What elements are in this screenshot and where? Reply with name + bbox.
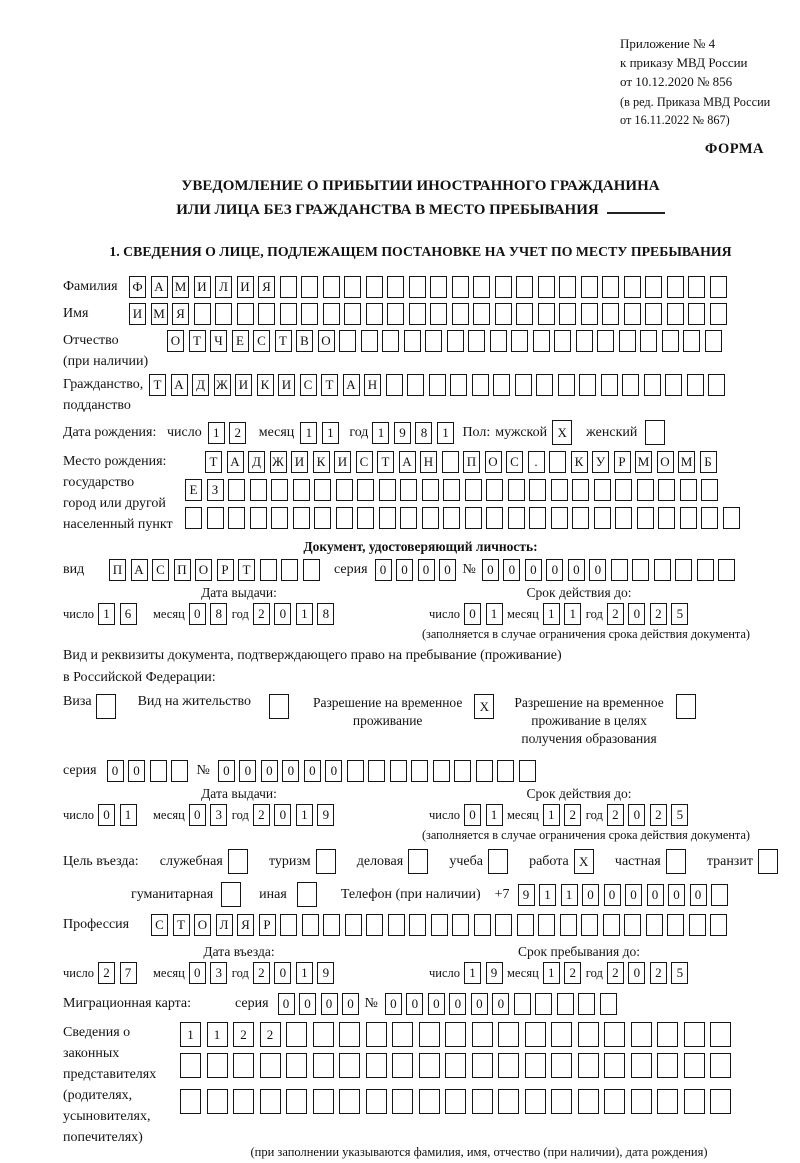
identity-doc-heading: Документ, удостоверяющий личность: (303, 539, 538, 554)
visa-label: Виза (63, 694, 92, 709)
series-label: серия (235, 996, 269, 1011)
residence-issue-day[interactable]: 0 1 (98, 804, 141, 826)
day-label: число (429, 807, 461, 822)
section1-heading: 1. СВЕДЕНИЯ О ЛИЦЕ, ПОДЛЕЖАЩЕМ ПОСТАНОВКЕ НА УЧЕТ ПО МЕСТУ ПРЕБЫВАНИЯ (109, 244, 732, 259)
year-label: год (585, 807, 603, 822)
purpose-work-checkbox[interactable]: X (574, 849, 594, 874)
annex-edit-line: (в ред. Приказа МВД России (620, 95, 771, 109)
doc-expiry-year[interactable]: 2 0 2 5 (607, 603, 693, 625)
annex-edit-line: от 16.11.2022 № 867) (620, 112, 730, 127)
citizenship-sublabel: подданство (63, 398, 131, 413)
doc-issue-month[interactable]: 0 8 (189, 603, 232, 625)
birth-place-cells-row1[interactable]: Т А Д Ж И К И С Т А Н П О С . К У Р М О М Б (205, 451, 721, 473)
year-label: год (231, 807, 249, 822)
purpose-private-checkbox[interactable] (666, 849, 686, 874)
temp-residence-label: Разрешение на временное проживание (312, 695, 463, 728)
expiry-date-heading: Срок действия до: (526, 585, 632, 600)
purpose-row2 (63, 882, 778, 907)
day-label: число (63, 965, 95, 980)
doc-expiry-month[interactable]: 1 1 (543, 603, 586, 625)
citizenship-label: Гражданство, (63, 377, 144, 392)
given-name-row (63, 303, 778, 325)
birth-date-row (63, 420, 778, 445)
residence-issue-year[interactable]: 2 0 1 9 (253, 804, 339, 826)
number-label: № (196, 763, 210, 778)
purpose-other-label: иная (259, 886, 287, 902)
patronymic-row (63, 330, 778, 372)
birth-day-cells[interactable]: 1 2 (208, 422, 251, 444)
residence-doc-intro2: в Российской Федерации: (63, 670, 216, 685)
sex-male-label: мужской (495, 424, 548, 440)
sex-female-checkbox[interactable] (645, 420, 665, 445)
identity-doc-dates (63, 585, 778, 625)
day-label: число (429, 965, 461, 980)
series-label: серия (63, 763, 97, 778)
year-label: год (231, 965, 249, 980)
profession-label: Профессия (63, 917, 130, 932)
sex-label: Пол: (462, 424, 491, 440)
year-label: год (585, 965, 603, 980)
temp-residence-checkbox[interactable]: X (474, 694, 494, 719)
annex-line: к приказу МВД России (620, 55, 748, 70)
number-label: № (364, 996, 378, 1011)
purpose-option-label: транзит (706, 853, 753, 869)
representatives-label-line: законных (63, 1046, 120, 1061)
stay-month[interactable]: 1 2 (543, 962, 586, 984)
identity-doc-row (63, 559, 778, 581)
month-label: месяц (153, 807, 185, 822)
doc-issue-year[interactable]: 2 0 1 8 (253, 603, 339, 625)
representatives-label-line: Сведения о (63, 1025, 131, 1040)
residence-doc-dates (63, 786, 778, 826)
month-label: месяц (258, 424, 295, 440)
form-title (63, 174, 778, 222)
surname-label: Фамилия (63, 279, 118, 294)
annex-line: Приложение № 4 (620, 36, 716, 51)
birth-place-cells-row3[interactable] (185, 507, 744, 529)
birth-place-label: Место рождения: (63, 454, 167, 469)
phone-cells[interactable]: 9 1 1 0 0 0 0 0 0 (518, 884, 733, 906)
entry-date-heading: Дата въезда: (203, 944, 275, 959)
annex-line: от 10.12.2020 № 856 (620, 74, 733, 89)
visa-checkbox[interactable] (96, 694, 116, 719)
migration-card-row (63, 993, 778, 1015)
entry-dates (63, 944, 778, 984)
sex-female-label: женский (586, 424, 638, 440)
purpose-option-label: частная (614, 853, 661, 869)
purpose-option-label: работа (529, 853, 569, 869)
residence-number-cells[interactable]: 0 0 0 0 0 0 (218, 760, 541, 782)
residence-permit-checkbox[interactable] (269, 694, 289, 719)
purpose-option-label: деловая (356, 853, 404, 869)
purpose-option-label: туризм (268, 853, 311, 869)
profession-cells[interactable]: С Т О Л Я Р (151, 914, 732, 936)
given-name-cells[interactable]: И М Я (129, 303, 731, 325)
month-label: месяц (507, 965, 539, 980)
residence-series-cells[interactable]: 0 0 (107, 760, 193, 782)
issue-date-heading: Дата выдачи: (201, 585, 277, 600)
representatives-label-line: (родителях, (63, 1088, 133, 1103)
phone-prefix: +7 (494, 886, 510, 902)
temp-residence-edu-label: Разрешение на временное проживание в целях получения образования (514, 695, 664, 746)
residence-doc-intro1: Вид и реквизиты документа, подтверждающего право на пребывание (проживание) (63, 648, 562, 663)
birth-place-city-label1: город или другой (63, 496, 166, 511)
purpose-transit-checkbox[interactable] (758, 849, 778, 874)
entry-year[interactable]: 2 0 1 9 (253, 962, 339, 984)
month-label: месяц (153, 606, 185, 621)
residence-permit-label: Вид на жительство (137, 694, 251, 709)
residence-issue-month[interactable]: 0 3 (189, 804, 232, 826)
year-label: год (349, 424, 369, 440)
birth-place-city-label2: населенный пункт (63, 517, 173, 532)
annex-reference (620, 34, 800, 129)
migration-number-cells[interactable]: 0 0 0 0 0 0 (385, 993, 622, 1015)
doc-expiry-day[interactable]: 0 1 (464, 603, 507, 625)
representatives-label-line: представителях (63, 1067, 157, 1082)
patronymic-label: Отчество (63, 333, 119, 348)
entry-month[interactable]: 0 3 (189, 962, 232, 984)
stay-year[interactable]: 2 0 2 5 (607, 962, 693, 984)
residence-doc-series-row (63, 760, 778, 782)
stay-until-heading: Срок пребывания до: (518, 944, 640, 959)
citizenship-row (63, 374, 778, 416)
day-label: число (63, 606, 95, 621)
surname-row (63, 276, 778, 298)
temp-residence-edu-checkbox[interactable] (676, 694, 696, 719)
sex-male-checkbox[interactable]: X (552, 420, 572, 445)
representatives-label-line: усыновителях, (63, 1109, 151, 1124)
day-label: число (429, 606, 461, 621)
birth-place-cells-row2[interactable]: Е З (185, 479, 723, 501)
representatives-cells-row2[interactable] (180, 1053, 737, 1078)
birth-year-cells[interactable]: 1 9 8 1 (372, 422, 458, 444)
patronymic-sublabel: (при наличии) (63, 354, 149, 369)
purpose-tourism-checkbox[interactable] (316, 849, 336, 874)
migration-card-label: Миграционная карта: (63, 996, 192, 1011)
stay-day[interactable]: 1 9 (464, 962, 507, 984)
entry-day[interactable]: 2 7 (98, 962, 141, 984)
month-label: месяц (153, 965, 185, 980)
purpose-label: Цель въезда: (63, 853, 139, 869)
purpose-row (63, 849, 778, 874)
day-label: число (63, 807, 95, 822)
doc-kind-label: вид (63, 562, 85, 577)
birth-place-block (63, 451, 778, 535)
series-label: серия (334, 562, 368, 577)
purpose-humanitarian-checkbox[interactable] (221, 882, 241, 907)
purpose-study-checkbox[interactable] (488, 849, 508, 874)
representatives-block (63, 1022, 778, 1160)
form-title-line1: УВЕДОМЛЕНИЕ О ПРИБЫТИИ ИНОСТРАННОГО ГРАЖДАНИНА (181, 178, 660, 194)
forma-label: ФОРМА (704, 141, 764, 157)
profession-row (63, 914, 778, 936)
year-label: год (585, 606, 603, 621)
form-title-line2: ИЛИ ЛИЦА БЕЗ ГРАЖДАНСТВА В МЕСТО ПРЕБЫВАНИЯ (63, 198, 778, 222)
surname-cells[interactable]: Ф А М И Л И Я (129, 276, 731, 298)
year-label: год (231, 606, 249, 621)
doc-series-cells[interactable]: 0 0 0 0 (375, 559, 461, 581)
purpose-official-checkbox[interactable] (228, 849, 248, 874)
expiry-note: (заполняется в случае ограничения срока действия документа) (421, 828, 750, 842)
representatives-cells-row1[interactable]: 1 1 2 2 (180, 1022, 737, 1047)
phone-label: Телефон (при наличии) (340, 886, 481, 902)
birth-month-cells[interactable]: 1 1 (300, 422, 343, 444)
day-label: число (167, 424, 202, 440)
month-label: месяц (507, 807, 539, 822)
doc-kind-cells[interactable]: П А С П О Р Т (109, 559, 324, 581)
doc-issue-day[interactable]: 1 6 (98, 603, 141, 625)
residence-expiry-day[interactable]: 0 1 (464, 804, 507, 826)
citizenship-cells[interactable]: Т А Д Ж И К И С Т А Н (149, 374, 730, 396)
expiry-note: (заполняется в случае ограничения срока действия документа) (421, 627, 750, 641)
purpose-option-label: служебная (159, 853, 223, 869)
title-blank-underline (607, 198, 665, 214)
patronymic-cells[interactable]: О Т Ч Е С Т В О (167, 330, 726, 352)
month-label: месяц (507, 606, 539, 621)
migration-series-cells[interactable]: 0 0 0 0 (278, 993, 364, 1015)
representatives-label-line: попечителях) (63, 1130, 143, 1145)
residence-expiry-month[interactable]: 1 2 (543, 804, 586, 826)
purpose-business-checkbox[interactable] (408, 849, 428, 874)
issue-date-heading: Дата выдачи: (201, 786, 277, 801)
purpose-option-label: учеба (449, 853, 483, 869)
purpose-other-checkbox[interactable] (297, 882, 317, 907)
representatives-cells-row3[interactable] (180, 1089, 737, 1114)
residence-expiry-year[interactable]: 2 0 2 5 (607, 804, 693, 826)
given-name-label: Имя (63, 306, 89, 321)
number-label: № (462, 562, 476, 577)
birth-place-state-label: государство (63, 475, 135, 490)
birth-date-label: Дата рождения: (63, 424, 157, 440)
purpose-humanitarian-label: гуманитарная (131, 886, 214, 902)
representatives-note: (при заполнении указываются фамилия, имя, отчество (при наличии), дата рождения) (250, 1145, 708, 1159)
doc-number-cells[interactable]: 0 0 0 0 0 0 (482, 559, 740, 581)
residence-doc-options (63, 694, 778, 748)
expiry-date-heading: Срок действия до: (526, 786, 632, 801)
